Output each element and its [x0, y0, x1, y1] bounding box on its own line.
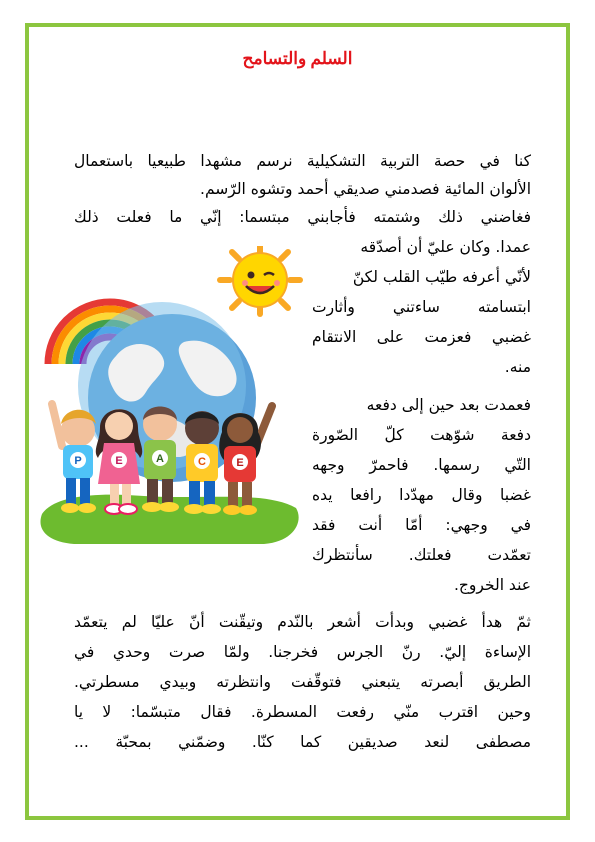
page-title: السلم والتسامح — [242, 49, 353, 68]
text-line: منه. — [504, 358, 531, 376]
text-line: وحين اقترب منّي رفعت المسطرة. فقال متبسّما: لا يا — [74, 703, 531, 721]
child-3 — [142, 407, 179, 513]
text-line: التّي رسمها. فاحمرّ وجهه — [312, 456, 531, 474]
text-line: الطريق أبصرته يتبعني فتوقّفت وانتظرته وبيدي مسطرتي. — [74, 673, 531, 691]
svg-text:E: E — [236, 457, 244, 469]
text-line: كنا في حصة التربية التشكيلية نرسم مشهدا طبيعيا باستعمال — [74, 152, 531, 170]
svg-text:P: P — [74, 455, 82, 467]
text-line: عمدا. وكان عليّ أن أصدّقه — [360, 238, 531, 256]
text-line: الإساءة إليّ. رنّ الجرس فخرجنا. ولمّا صرت وحدي في — [74, 643, 531, 661]
svg-text:C: C — [198, 456, 206, 468]
child-1 — [52, 404, 96, 513]
text-line: دفعة شوّهت كلّ الصّورة — [312, 426, 531, 444]
peace-illustration — [34, 246, 304, 548]
text-line: ثمّ هدأ غضبي وبدأت أشعر بالنّدم وتيقّنت أنّ عليّا لم يتعمّد — [74, 613, 531, 631]
text-line: في وجهي: أمّا أنت فقد — [312, 516, 531, 534]
text-line: فعمدت بعد حين إلى دفعه — [366, 396, 531, 414]
svg-text:E: E — [115, 455, 123, 467]
text-line: غضبا وقال مهدّدا رافعا يده — [312, 486, 531, 504]
text-line: مصطفى لنعد صديقين كما كنّا. وضمّني بمحبّة ... — [74, 733, 531, 751]
text-line: ابتسامته ساءتني وأثارت — [312, 298, 531, 316]
text-line: عند الخروج. — [454, 576, 531, 594]
sun-icon — [220, 246, 300, 314]
text-line: تعمّدت فعلتك. سأنتظرك — [312, 546, 531, 564]
text-line: الألوان المائية فصدمني صديقي أحمد وتشوه الرّسم. — [200, 180, 531, 198]
text-line: لأنّي أعرفه طيّب القلب لكنّ — [352, 268, 531, 286]
text-line: غضبي فعزمت على الانتقام — [312, 328, 531, 346]
text-line: فغاضني ذلك وشتمته فأجابني مبتسما: إنّي ما فعلت ذلك — [74, 208, 531, 226]
svg-text:A: A — [156, 453, 164, 465]
